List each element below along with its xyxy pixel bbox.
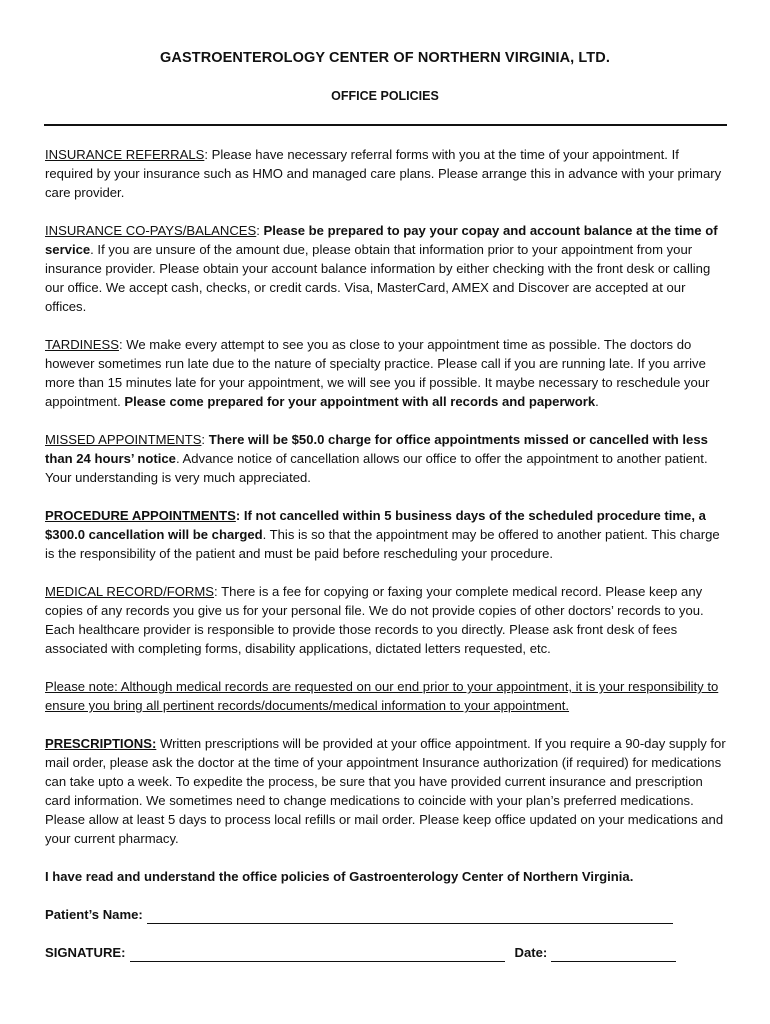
policy-heading: PRESCRIPTIONS: — [45, 736, 157, 751]
policy-heading: MEDICAL RECORD/FORMS — [45, 584, 215, 599]
separator: : — [118, 337, 127, 352]
policy-text: . This is so that the appointment may be offered to another patient. This charge is the responsibility of the patient and must be paid before rescheduling your procedure. — [45, 527, 720, 561]
policy-prescriptions — [45, 734, 730, 848]
policy-bold-text: There will be $50.0 charge for office appointments missed or cancelled with less than 24 hours’ notice — [45, 432, 708, 466]
policy-note: Please note: Although medical records are requested on our end prior to your appointment, it is your responsibility to ensure you bring all pertinent records/documents/medical information to your appointment. — [45, 679, 719, 713]
policy-text: We make every attempt to see you as close to your appointment time as possible. The doctors do however sometimes run late due to the nature of specialty practice. Please call if you are running late. If you arrive more than 15 minutes late for your appointment, we will see you if possible. It maybe necessary to reschedule your appointment. — [45, 337, 710, 409]
policy-end: . — [595, 394, 599, 409]
policy-procedure-appointments — [45, 506, 730, 563]
policy-tardiness — [45, 335, 730, 411]
policy-bold-text: Please come prepared for your appointment with all records and paperwork — [124, 394, 596, 409]
policy-missed-appointments — [45, 430, 730, 487]
policy-bold-text: If not cancelled within 5 business days of the scheduled procedure time, a $300.0 cancellation will be charged — [45, 508, 706, 542]
policy-insurance-referrals — [45, 145, 730, 202]
patient-name-field[interactable] — [147, 909, 673, 924]
separator: : — [201, 432, 209, 447]
separator: : — [235, 508, 244, 523]
patient-name-row — [45, 905, 730, 924]
signature-label: SIGNATURE: — [45, 945, 126, 960]
document-title: GASTROENTEROLOGY CENTER OF NORTHERN VIRGINIA, LTD. — [160, 50, 610, 66]
policy-heading: PROCEDURE APPOINTMENTS — [45, 508, 236, 523]
policy-text: . If you are unsure of the amount due, please obtain that information prior to your appointment from your insurance provider. Please obtain your account balance information by either checking with the front desk or calling our office. We accept cash, checks, or credit cards. Visa, MasterCard, AMEX and Discover are accepted at our offices. — [45, 242, 711, 314]
policies-body — [45, 145, 730, 981]
document-subtitle: OFFICE POLICIES — [331, 89, 439, 103]
policy-text: Written prescriptions will be provided at your office appointment. If you require a 90-day supply for mail order, please ask the doctor at the time of your appointment Insurance authorization (if required) for medications can take upto a week. To expedite the process, be sure that you have provided current insurance and prescription card information. We sometimes need to change medications to coincide with your plan’s preferred medications. Please allow at least 5 days to process local refills or mail order. Please keep office updated on your medications and your current pharmacy. — [45, 736, 726, 846]
separator: : — [204, 147, 212, 162]
acknowledgement-statement: I have read and understand the office policies of Gastroenterology Center of Northern Virginia. — [45, 869, 634, 884]
policy-copays-balances — [45, 221, 730, 316]
signature-field[interactable] — [130, 947, 505, 962]
policy-bold-text: Please be prepared to pay your copay and account balance at the time of service — [45, 223, 718, 257]
policy-heading: INSURANCE CO-PAYS/BALANCES — [45, 223, 257, 238]
date-field[interactable] — [551, 947, 676, 962]
policy-medical-records — [45, 582, 730, 658]
signature-row — [45, 943, 730, 962]
policy-heading: INSURANCE REFERRALS — [45, 147, 205, 162]
separator: : — [256, 223, 264, 238]
header-divider — [44, 124, 727, 126]
policy-heading: MISSED APPOINTMENTS — [45, 432, 202, 447]
separator: : — [214, 584, 222, 599]
patient-name-label: Patient’s Name: — [45, 907, 143, 922]
policy-text: . Advance notice of cancellation allows our office to offer the appointment to another patient. Your understanding is very much appreciated. — [45, 451, 708, 485]
policy-heading: TARDINESS — [45, 337, 119, 352]
date-label: Date: — [514, 945, 548, 960]
policy-text: Please have necessary referral forms with you at the time of your appointment. If required by your insurance such as HMO and managed care plans. Please arrange this in advance with your primary care provider. — [45, 147, 722, 200]
policy-text: There is a fee for copying or faxing your complete medical record. Please keep any copies of any records you give us for your personal file. We do not provide copies of other doctors’ records to you. Each healthcare provider is responsible to provide those records to you directly. Please ask front desk of fees associated with completing forms, disability applications, dictated letters requested, etc. — [45, 584, 704, 656]
